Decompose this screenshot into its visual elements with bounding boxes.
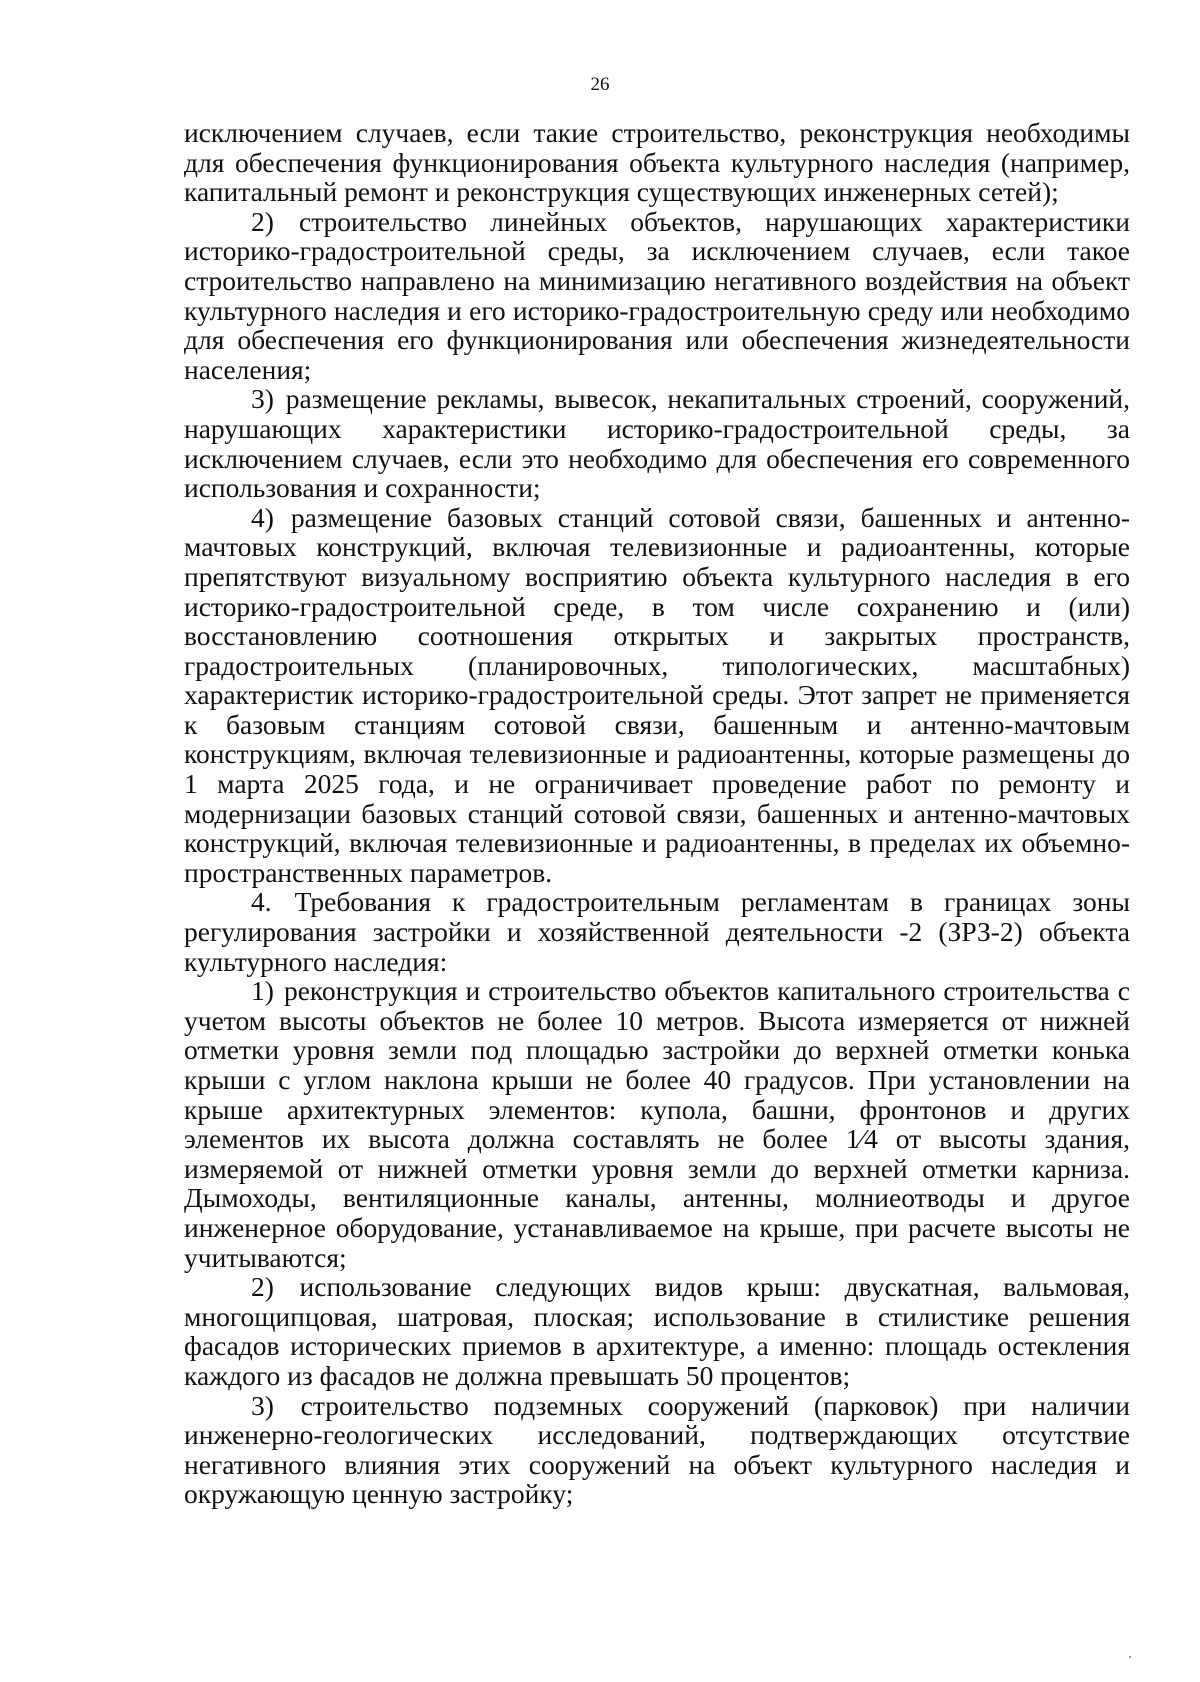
paragraph-continuation xyxy=(184,118,1130,207)
document-body xyxy=(184,118,1130,1509)
paragraph-text: исключением случаев, если такие строительство, реконструкция необходимы для обеспечения функционирования объекта культурного наследия (например, капитальный ремонт и реконструкция существующих инженерных сетей); xyxy=(184,117,1130,208)
list-item-number: 2) xyxy=(251,1271,274,1303)
list-item xyxy=(184,1272,1130,1390)
list-item-number: 2) xyxy=(251,205,274,237)
section-heading-paragraph xyxy=(184,887,1130,976)
list-item xyxy=(184,384,1130,502)
list-item-text: реконструкция и строительство объектов капитального строительства с учетом высоты объектов не более 10 метров. Высота измеряется от нижней отметки уровня земли под площадью застройки до верхней отметки конька крыши с углом наклона крыши не более 40 градусов. При установлении на крыше архитектурных элементов: купола, башни, фронтонов и других элементов их высота должна составлять не более 1⁄4 от высоты здания, измеряемой от нижней отметки уровня земли до верхней отметки карниза. Дымоходы, вентиляционные каналы, антенны, молниеотводы и другое инженерное оборудование, устанавливаемое на крыше, при расчете высоты не учитываются; xyxy=(184,975,1130,1273)
list-item xyxy=(184,976,1130,1272)
list-item-number: 3) xyxy=(251,383,274,415)
page-number: 26 xyxy=(590,74,610,95)
list-item-number: 3) xyxy=(251,1389,274,1421)
section-number: 4. xyxy=(251,886,272,918)
list-item-number: 4) xyxy=(251,501,274,533)
list-item xyxy=(184,207,1130,385)
section-text: Требования к градостроительным регламентам в границах зоны регулирования застройки и хозяйственной деятельности -2 (ЗРЗ-2) объекта культурного наследия: xyxy=(184,886,1130,977)
list-item-text: строительство линейных объектов, нарушающих характеристики историко-градостроительной среды, за исключением случаев, если такое строительство направлено на минимизацию негативного воздействия на объект культурного наследия и его историко-градостроительную среду или необходимо для обеспечения его функционирования или обеспечения жизнедеятельности населения; xyxy=(184,205,1130,385)
list-item-text: использование следующих видов крыш: двускатная, вальмовая, многощипцовая, шатровая, плоская; использование в стилистике решения фасадов исторических приемов в архитектуре, а именно: площадь остекления каждого из фасадов не должна превышать 50 процентов; xyxy=(184,1271,1131,1391)
list-item-text: размещение рекламы, вывесок, некапитальных строений, сооружений, нарушающих характеристики историко-градостроительной среды, за исключением случаев, если это необходимо для обеспечения его современного использования и сохранности; xyxy=(184,383,1131,504)
scan-speck xyxy=(1129,1656,1131,1658)
list-item xyxy=(184,503,1130,888)
list-item-number: 1) xyxy=(251,975,274,1007)
list-item-text: размещение базовых станций сотовой связи, башенных и антенно-мачтовых конструкций, включая телевизионные и радиоантенны, которые препятствуют визуальному восприятию объекта культурного наследия в его историко-градостроительной среде, в том числе сохранению и (или) восстановлению соотношения открытых и закрытых пространств, градостроительных (планировочных, типологических, масштабных) характеристик историко-градостроительной среды. Этот запрет не применяется к базовым станциям сотовой связи, башенным и антенно-мачтовым конструкциям, включая телевизионные и радиоантенны, которые размещены до 1 марта 2025 года, и не ограничивает проведение работ по ремонту и модернизации базовых станций сотовой связи, башенных и антенно-мачтовых конструкций, включая телевизионные и радиоантенны, в пределах их объемно-пространственных параметров. xyxy=(184,501,1130,888)
list-item xyxy=(184,1391,1130,1509)
list-item-text: строительство подземных сооружений (парковок) при наличии инженерно-геологических исследований, подтверждающих отсутствие негативного влияния этих сооружений на объект культурного наследия и окружающую ценную застройку; xyxy=(184,1389,1130,1510)
